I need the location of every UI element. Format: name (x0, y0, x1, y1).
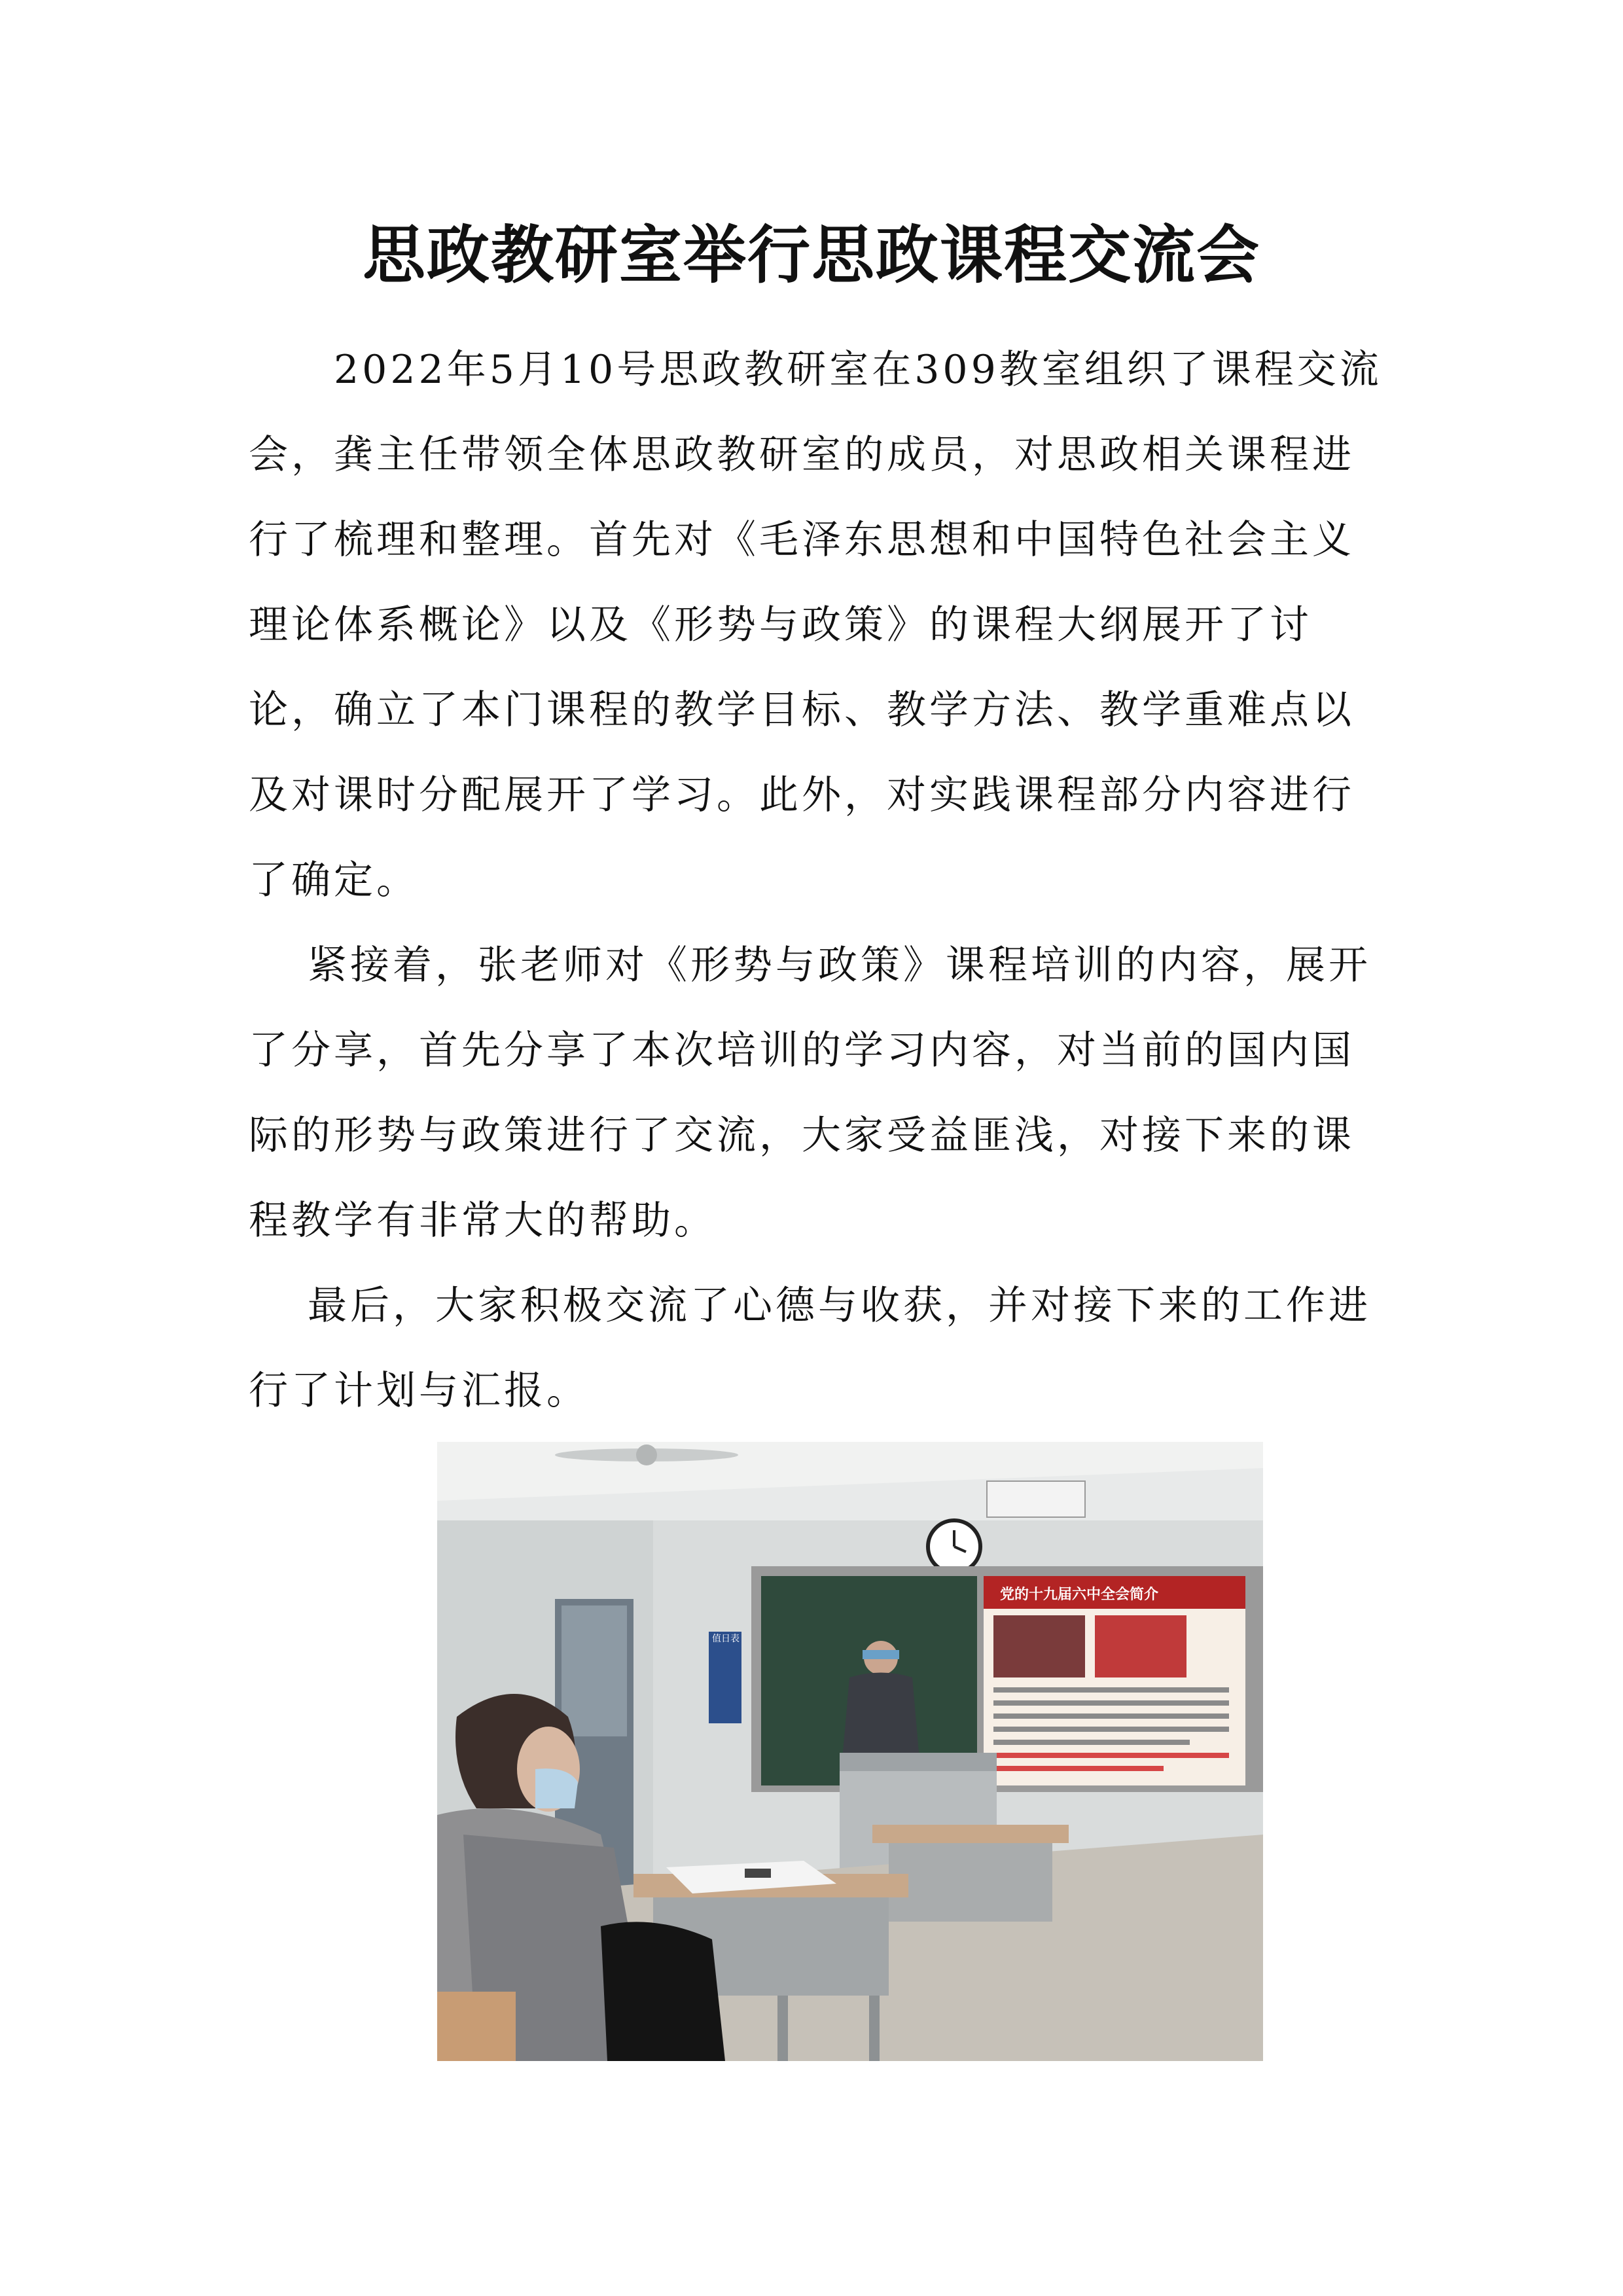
page-title: 思政教研室举行思政课程交流会 (363, 218, 1260, 292)
board-label: 值日表 (712, 1634, 740, 1644)
paragraph-conclusion: 最后，大家积极交流了心德与收获，并对接下来的工作进行了计划与汇报。 (249, 1283, 1371, 1414)
paragraph-intro: 2022年5月10号思政教研室在309教室组织了课程交流会，龚主任带领全体思政教研室的成员，对思政相关课程进行了梳理和整理。首先对《毛泽东思想和中国特色社会主义理论体系概论》以及《形势与政策》的课程大纲展开了讨论，确立了本门课程的教学目标、教学方法、教学重难点以及对课时分配展开了学习。此外，对实践课程部分内容进行了确定。 (249, 347, 1382, 903)
student-desk (872, 1825, 1069, 1843)
projector-icon (987, 1481, 1085, 1517)
chair (437, 1992, 516, 2061)
slide-title: 党的十九届六中全会简介 (1000, 1587, 1159, 1603)
notice-board (709, 1632, 741, 1723)
paragraph-sharing: 紧接着，张老师对《形势与政策》课程培训的内容，展开了分享，首先分享了本次培训的学习内容，对当前的国内国际的形势与政策进行了交流，大家受益匪浅，对接下来的课程教学有非常大的帮助。 (249, 942, 1371, 1244)
classroom-photo (437, 1442, 1263, 2061)
classroom-scene (437, 1442, 1263, 2061)
